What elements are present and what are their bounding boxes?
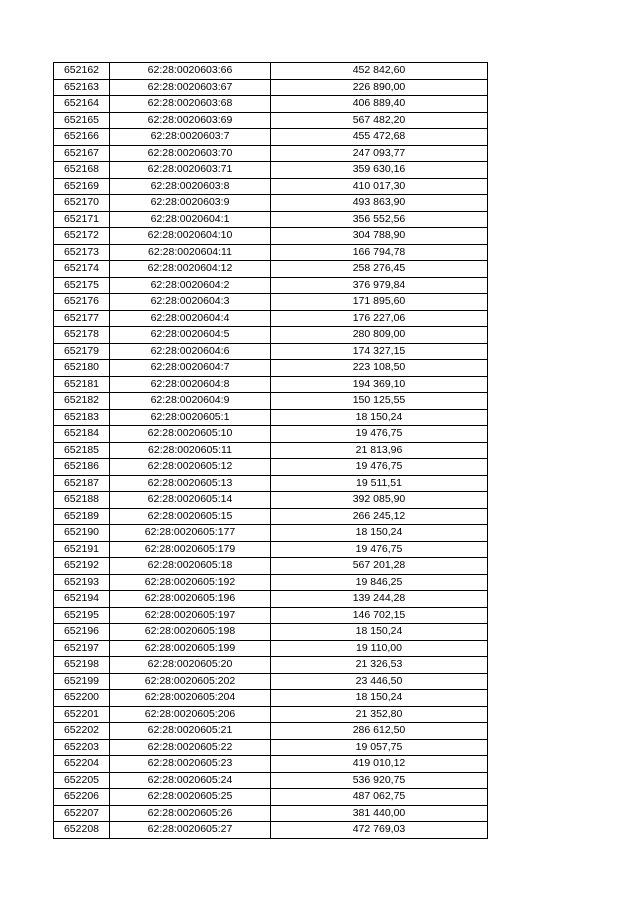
cadastral-number-cell: 62:28:0020605:204 xyxy=(110,690,271,707)
table-row xyxy=(54,426,488,443)
row-number-cell: 652170 xyxy=(54,195,110,212)
table-row xyxy=(54,261,488,278)
row-number-cell: 652193 xyxy=(54,574,110,591)
table-row xyxy=(54,376,488,393)
row-number-cell: 652207 xyxy=(54,805,110,822)
cadastral-value-cell: 194 369,10 xyxy=(271,376,488,393)
row-number-cell: 652174 xyxy=(54,261,110,278)
cadastral-number-cell: 62:28:0020604:5 xyxy=(110,327,271,344)
cadastral-number-cell: 62:28:0020605:197 xyxy=(110,607,271,624)
cadastral-number-cell: 62:28:0020604:7 xyxy=(110,360,271,377)
row-number-cell: 652201 xyxy=(54,706,110,723)
row-number-cell: 652206 xyxy=(54,789,110,806)
table-row xyxy=(54,178,488,195)
cadastral-value-cell: 452 842,60 xyxy=(271,63,488,80)
cadastral-number-cell: 62:28:0020605:206 xyxy=(110,706,271,723)
cadastral-number-cell: 62:28:0020605:198 xyxy=(110,624,271,641)
row-number-cell: 652182 xyxy=(54,393,110,410)
cadastral-number-cell: 62:28:0020603:9 xyxy=(110,195,271,212)
row-number-cell: 652190 xyxy=(54,525,110,542)
cadastral-number-cell: 62:28:0020605:23 xyxy=(110,756,271,773)
table-row xyxy=(54,409,488,426)
row-number-cell: 652183 xyxy=(54,409,110,426)
table-row xyxy=(54,607,488,624)
cadastral-value-table xyxy=(53,62,488,839)
table-row xyxy=(54,211,488,228)
cadastral-number-cell: 62:28:0020605:21 xyxy=(110,723,271,740)
row-number-cell: 652205 xyxy=(54,772,110,789)
table-row xyxy=(54,112,488,129)
table-row xyxy=(54,459,488,476)
cadastral-value-cell: 21 352,80 xyxy=(271,706,488,723)
row-number-cell: 652177 xyxy=(54,310,110,327)
row-number-cell: 652189 xyxy=(54,508,110,525)
table-row xyxy=(54,327,488,344)
cadastral-value-cell: 19 476,75 xyxy=(271,459,488,476)
row-number-cell: 652168 xyxy=(54,162,110,179)
row-number-cell: 652187 xyxy=(54,475,110,492)
cadastral-number-cell: 62:28:0020603:8 xyxy=(110,178,271,195)
row-number-cell: 652188 xyxy=(54,492,110,509)
cadastral-number-cell: 62:28:0020605:192 xyxy=(110,574,271,591)
cadastral-value-cell: 567 201,28 xyxy=(271,558,488,575)
cadastral-value-cell: 406 889,40 xyxy=(271,96,488,113)
cadastral-number-cell: 62:28:0020605:177 xyxy=(110,525,271,542)
cadastral-value-cell: 21 813,96 xyxy=(271,442,488,459)
cadastral-number-cell: 62:28:0020603:7 xyxy=(110,129,271,146)
cadastral-number-cell: 62:28:0020603:68 xyxy=(110,96,271,113)
table-row xyxy=(54,492,488,509)
cadastral-number-cell: 62:28:0020605:20 xyxy=(110,657,271,674)
cadastral-number-cell: 62:28:0020605:12 xyxy=(110,459,271,476)
cadastral-value-cell: 419 010,12 xyxy=(271,756,488,773)
cadastral-value-cell: 18 150,24 xyxy=(271,525,488,542)
cadastral-value-cell: 166 794,78 xyxy=(271,244,488,261)
table-row xyxy=(54,393,488,410)
row-number-cell: 652204 xyxy=(54,756,110,773)
cadastral-number-cell: 62:28:0020604:9 xyxy=(110,393,271,410)
cadastral-value-cell: 567 482,20 xyxy=(271,112,488,129)
cadastral-number-cell: 62:28:0020605:1 xyxy=(110,409,271,426)
row-number-cell: 652175 xyxy=(54,277,110,294)
row-number-cell: 652194 xyxy=(54,591,110,608)
row-number-cell: 652164 xyxy=(54,96,110,113)
cadastral-value-cell: 139 244,28 xyxy=(271,591,488,608)
cadastral-value-cell: 472 769,03 xyxy=(271,822,488,839)
cadastral-number-cell: 62:28:0020603:69 xyxy=(110,112,271,129)
cadastral-value-cell: 18 150,24 xyxy=(271,409,488,426)
cadastral-number-cell: 62:28:0020603:66 xyxy=(110,63,271,80)
table-row xyxy=(54,129,488,146)
table-row xyxy=(54,739,488,756)
cadastral-number-cell: 62:28:0020605:11 xyxy=(110,442,271,459)
cadastral-value-cell: 392 085,90 xyxy=(271,492,488,509)
row-number-cell: 652191 xyxy=(54,541,110,558)
row-number-cell: 652203 xyxy=(54,739,110,756)
row-number-cell: 652179 xyxy=(54,343,110,360)
row-number-cell: 652202 xyxy=(54,723,110,740)
row-number-cell: 652176 xyxy=(54,294,110,311)
cadastral-value-cell: 19 476,75 xyxy=(271,426,488,443)
cadastral-value-cell: 493 863,90 xyxy=(271,195,488,212)
cadastral-value-cell: 381 440,00 xyxy=(271,805,488,822)
table-row xyxy=(54,541,488,558)
cadastral-number-cell: 62:28:0020604:3 xyxy=(110,294,271,311)
table-row xyxy=(54,96,488,113)
row-number-cell: 652198 xyxy=(54,657,110,674)
cadastral-number-cell: 62:28:0020605:24 xyxy=(110,772,271,789)
cadastral-value-cell: 359 630,16 xyxy=(271,162,488,179)
table-row xyxy=(54,244,488,261)
row-number-cell: 652199 xyxy=(54,673,110,690)
row-number-cell: 652184 xyxy=(54,426,110,443)
row-number-cell: 652192 xyxy=(54,558,110,575)
table-row xyxy=(54,525,488,542)
row-number-cell: 652172 xyxy=(54,228,110,245)
table-row xyxy=(54,162,488,179)
cadastral-value-cell: 18 150,24 xyxy=(271,690,488,707)
cadastral-value-cell: 280 809,00 xyxy=(271,327,488,344)
table-row xyxy=(54,145,488,162)
cadastral-number-cell: 62:28:0020603:67 xyxy=(110,79,271,96)
cadastral-value-cell: 455 472,68 xyxy=(271,129,488,146)
table-row xyxy=(54,706,488,723)
row-number-cell: 652162 xyxy=(54,63,110,80)
table-row xyxy=(54,79,488,96)
cadastral-number-cell: 62:28:0020604:8 xyxy=(110,376,271,393)
cadastral-value-cell: 247 093,77 xyxy=(271,145,488,162)
cadastral-number-cell: 62:28:0020605:14 xyxy=(110,492,271,509)
table-row xyxy=(54,228,488,245)
cadastral-value-cell: 21 326,53 xyxy=(271,657,488,674)
table-row xyxy=(54,624,488,641)
table-row xyxy=(54,195,488,212)
cadastral-value-cell: 376 979,84 xyxy=(271,277,488,294)
table-row xyxy=(54,574,488,591)
row-number-cell: 652178 xyxy=(54,327,110,344)
cadastral-number-cell: 62:28:0020605:18 xyxy=(110,558,271,575)
cadastral-value-cell: 146 702,15 xyxy=(271,607,488,624)
cadastral-value-cell: 150 125,55 xyxy=(271,393,488,410)
cadastral-number-cell: 62:28:0020605:196 xyxy=(110,591,271,608)
cadastral-number-cell: 62:28:0020605:22 xyxy=(110,739,271,756)
table-row xyxy=(54,343,488,360)
cadastral-value-cell: 19 846,25 xyxy=(271,574,488,591)
row-number-cell: 652163 xyxy=(54,79,110,96)
row-number-cell: 652166 xyxy=(54,129,110,146)
table-row xyxy=(54,673,488,690)
cadastral-value-cell: 410 017,30 xyxy=(271,178,488,195)
cadastral-number-cell: 62:28:0020604:10 xyxy=(110,228,271,245)
cadastral-number-cell: 62:28:0020604:1 xyxy=(110,211,271,228)
table-row xyxy=(54,558,488,575)
cadastral-value-cell: 19 057,75 xyxy=(271,739,488,756)
cadastral-number-cell: 62:28:0020605:199 xyxy=(110,640,271,657)
cadastral-value-cell: 536 920,75 xyxy=(271,772,488,789)
table-row xyxy=(54,294,488,311)
cadastral-value-cell: 18 150,24 xyxy=(271,624,488,641)
table-row xyxy=(54,475,488,492)
row-number-cell: 652196 xyxy=(54,624,110,641)
cadastral-value-cell: 171 895,60 xyxy=(271,294,488,311)
table-row xyxy=(54,508,488,525)
row-number-cell: 652180 xyxy=(54,360,110,377)
row-number-cell: 652186 xyxy=(54,459,110,476)
table-row xyxy=(54,772,488,789)
cadastral-value-cell: 226 890,00 xyxy=(271,79,488,96)
cadastral-number-cell: 62:28:0020605:10 xyxy=(110,426,271,443)
cadastral-number-cell: 62:28:0020605:27 xyxy=(110,822,271,839)
cadastral-number-cell: 62:28:0020605:202 xyxy=(110,673,271,690)
row-number-cell: 652208 xyxy=(54,822,110,839)
cadastral-number-cell: 62:28:0020605:13 xyxy=(110,475,271,492)
cadastral-number-cell: 62:28:0020605:26 xyxy=(110,805,271,822)
table-row xyxy=(54,63,488,80)
cadastral-number-cell: 62:28:0020603:71 xyxy=(110,162,271,179)
cadastral-number-cell: 62:28:0020604:6 xyxy=(110,343,271,360)
row-number-cell: 652169 xyxy=(54,178,110,195)
table-row xyxy=(54,690,488,707)
table-row xyxy=(54,277,488,294)
cadastral-value-cell: 286 612,50 xyxy=(271,723,488,740)
cadastral-value-cell: 19 110,00 xyxy=(271,640,488,657)
cadastral-number-cell: 62:28:0020605:25 xyxy=(110,789,271,806)
table-row xyxy=(54,360,488,377)
cadastral-value-cell: 487 062,75 xyxy=(271,789,488,806)
cadastral-number-cell: 62:28:0020604:11 xyxy=(110,244,271,261)
cadastral-value-cell: 304 788,90 xyxy=(271,228,488,245)
row-number-cell: 652185 xyxy=(54,442,110,459)
table-row xyxy=(54,310,488,327)
cadastral-value-cell: 23 446,50 xyxy=(271,673,488,690)
cadastral-value-cell: 258 276,45 xyxy=(271,261,488,278)
row-number-cell: 652171 xyxy=(54,211,110,228)
table-row xyxy=(54,657,488,674)
cadastral-value-cell: 223 108,50 xyxy=(271,360,488,377)
cadastral-value-cell: 19 476,75 xyxy=(271,541,488,558)
cadastral-number-cell: 62:28:0020604:2 xyxy=(110,277,271,294)
cadastral-number-cell: 62:28:0020604:4 xyxy=(110,310,271,327)
row-number-cell: 652195 xyxy=(54,607,110,624)
table-row xyxy=(54,723,488,740)
table-body xyxy=(54,63,488,839)
cadastral-value-cell: 176 227,06 xyxy=(271,310,488,327)
cadastral-value-cell: 174 327,15 xyxy=(271,343,488,360)
table-row xyxy=(54,822,488,839)
table-row xyxy=(54,591,488,608)
table-row xyxy=(54,640,488,657)
cadastral-number-cell: 62:28:0020604:12 xyxy=(110,261,271,278)
cadastral-value-cell: 356 552,56 xyxy=(271,211,488,228)
table-row xyxy=(54,805,488,822)
row-number-cell: 652165 xyxy=(54,112,110,129)
row-number-cell: 652181 xyxy=(54,376,110,393)
table-row xyxy=(54,789,488,806)
row-number-cell: 652197 xyxy=(54,640,110,657)
cadastral-value-cell: 19 511,51 xyxy=(271,475,488,492)
row-number-cell: 652167 xyxy=(54,145,110,162)
cadastral-number-cell: 62:28:0020603:70 xyxy=(110,145,271,162)
cadastral-number-cell: 62:28:0020605:15 xyxy=(110,508,271,525)
cadastral-value-cell: 266 245,12 xyxy=(271,508,488,525)
table-row xyxy=(54,442,488,459)
row-number-cell: 652173 xyxy=(54,244,110,261)
cadastral-number-cell: 62:28:0020605:179 xyxy=(110,541,271,558)
table-row xyxy=(54,756,488,773)
row-number-cell: 652200 xyxy=(54,690,110,707)
